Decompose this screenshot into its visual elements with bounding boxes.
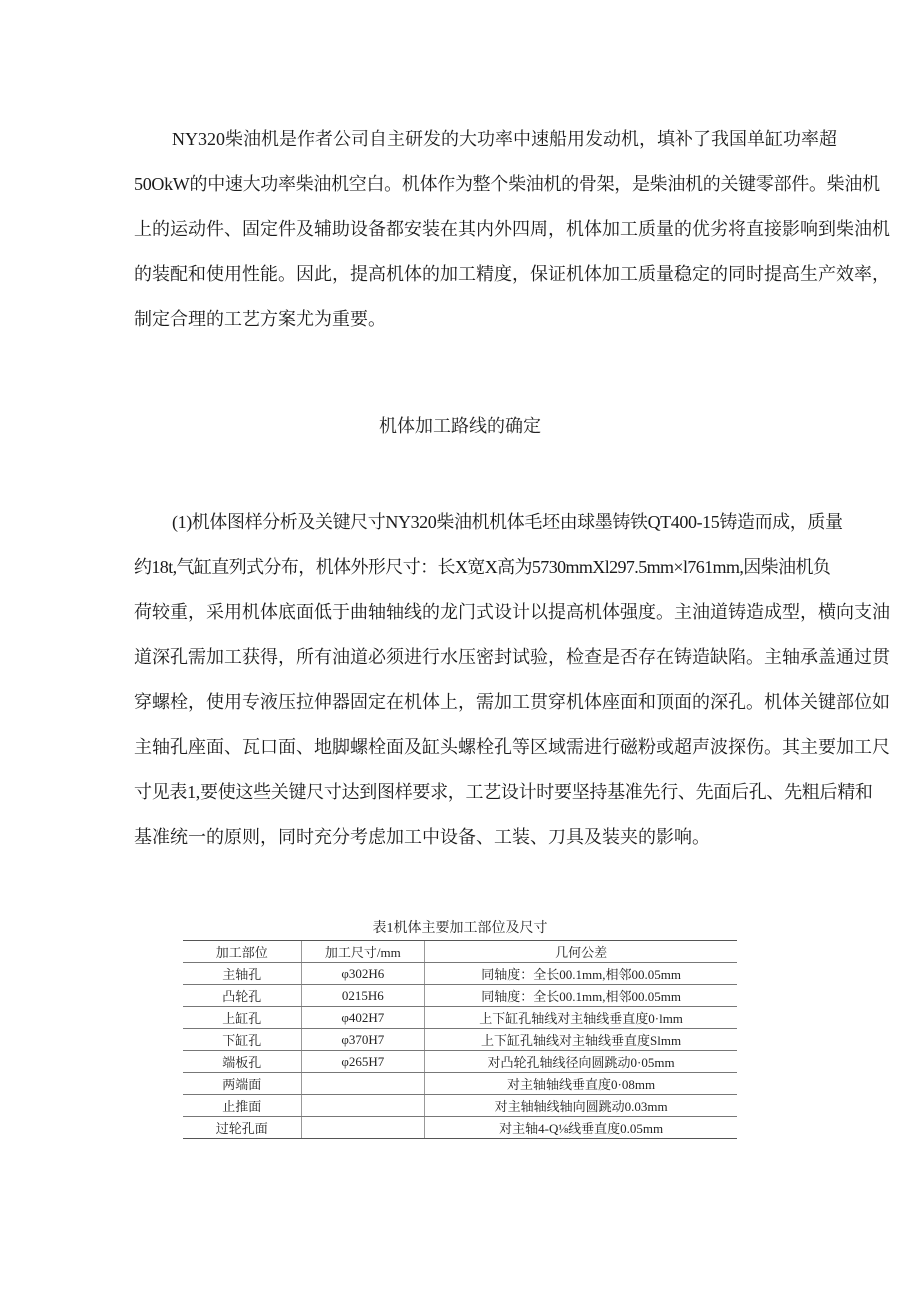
cell-tolerance: 同轴度：全长00.1mm,相邻00.05mm [425, 985, 737, 1007]
intro-paragraph [134, 117, 890, 342]
cell-tolerance: 对主轴轴线轴向圆跳动0.03mm [425, 1095, 737, 1117]
text-line: 的装配和使用性能。因此，提高机体的加工精度，保证机体加工质量稳定的同时提高生产效率， [134, 264, 890, 284]
cell-part: 端板孔 [183, 1051, 301, 1073]
cell-tolerance: 对主轴4-Q⅛线垂直度0.05mm [425, 1117, 737, 1139]
table-row [183, 1117, 737, 1139]
cell-part: 止推面 [183, 1095, 301, 1117]
header-machining-size: 加工尺寸/mm [301, 941, 425, 963]
cell-part: 主轴孔 [183, 963, 301, 985]
cell-size [301, 1073, 425, 1095]
text-line: 基准统一的原则，同时充分考虑加工中设备、工装、刀具及装夹的影响。 [134, 827, 710, 847]
text-line: 主轴孔座面、瓦口面、地脚螺栓面及缸头螺栓孔等区域需进行磁粉或超声波探伤。其主要加工尺 [134, 737, 890, 757]
text-line: 约18t,气缸直列式分布，机体外形尺寸：长X宽X高为5730mmXl297.5mm×l761mm,因柴油机负 [134, 557, 831, 577]
text-line: 制定合理的工艺方案尤为重要。 [134, 309, 386, 329]
section-heading: 机体加工路线的确定 [379, 416, 541, 437]
table-row [183, 1029, 737, 1051]
cell-part: 上缸孔 [183, 1007, 301, 1029]
text-line: 上的运动件、固定件及辅助设备都安装在其内外四周，机体加工质量的优劣将直接影响到柴油机 [134, 219, 890, 239]
machining-spec-table [183, 940, 737, 1139]
cell-size: φ265H7 [301, 1051, 425, 1073]
cell-part: 下缸孔 [183, 1029, 301, 1051]
table-row [183, 1095, 737, 1117]
cell-tolerance: 对主轴轴线垂直度0·08mm [425, 1073, 737, 1095]
text-line: 50OkW的中速大功率柴油机空白。机体作为整个柴油机的骨架，是柴油机的关键零部件。柴油机 [134, 174, 880, 194]
text-line: NY320柴油机是作者公司自主研发的大功率中速船用发动机，填补了我国单缸功率超 [172, 129, 837, 149]
table-row [183, 963, 737, 985]
table-row [183, 985, 737, 1007]
header-geometric-tolerance: 几何公差 [425, 941, 737, 963]
text-line: 道深孔需加工获得，所有油道必须进行水压密封试验，检查是否存在铸造缺陷。主轴承盖通过贯 [134, 647, 890, 667]
analysis-paragraph [134, 500, 890, 860]
cell-size: φ370H7 [301, 1029, 425, 1051]
cell-tolerance: 上下缸孔轴线对主轴线垂直度0·lmm [425, 1007, 737, 1029]
cell-size: 0215H6 [301, 985, 425, 1007]
text-line: 穿螺栓，使用专液压拉伸器固定在机体上，需加工贯穿机体座面和顶面的深孔。机体关键部位如 [134, 692, 890, 712]
table-row [183, 1073, 737, 1095]
cell-part: 两端面 [183, 1073, 301, 1095]
header-machining-part: 加工部位 [183, 941, 301, 963]
cell-tolerance: 对凸轮孔轴线径向圆跳动0·05mm [425, 1051, 737, 1073]
cell-tolerance: 同轴度：全长00.1mm,相邻00.05mm [425, 963, 737, 985]
text-line: 荷较重，采用机体底面低于曲轴轴线的龙门式设计以提高机体强度。主油道铸造成型，横向支油 [134, 602, 890, 622]
cell-part: 凸轮孔 [183, 985, 301, 1007]
cell-tolerance: 上下缸孔轴线对主轴线垂直度Slmm [425, 1029, 737, 1051]
text-line: (1)机体图样分析及关键尺寸NY320柴油机机体毛坯由球墨铸铁QT400-15铸造而成，质量 [172, 512, 843, 532]
text-line: 寸见表1,要使这些关键尺寸达到图样要求，工艺设计时要坚持基准先行、先面后孔、先粗后精和 [134, 782, 873, 802]
table-header-row [183, 941, 737, 963]
cell-size: φ402H7 [301, 1007, 425, 1029]
table-caption: 表1机体主要加工部位及尺寸 [372, 921, 548, 936]
cell-size [301, 1095, 425, 1117]
cell-part: 过轮孔面 [183, 1117, 301, 1139]
table-row [183, 1007, 737, 1029]
cell-size: φ302H6 [301, 963, 425, 985]
table-row [183, 1051, 737, 1073]
cell-size [301, 1117, 425, 1139]
